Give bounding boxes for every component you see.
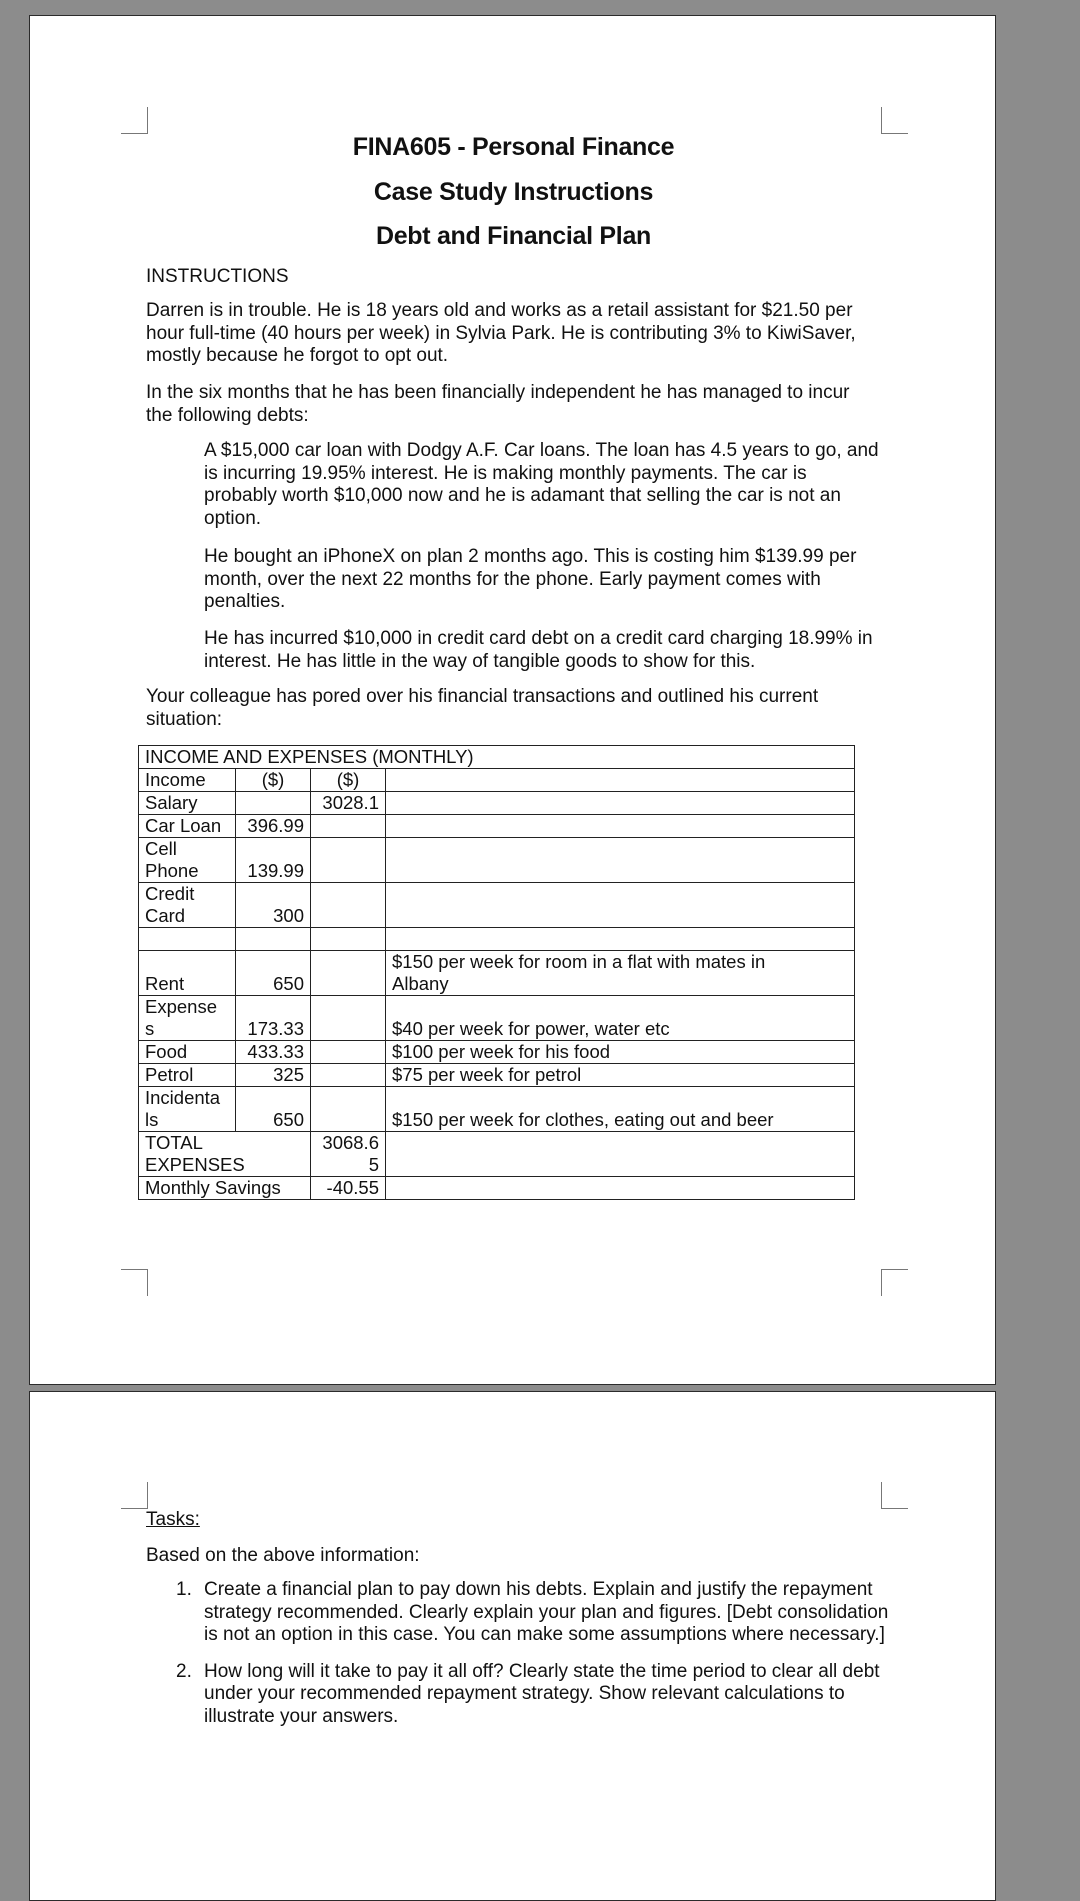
page-corner-mark <box>881 107 908 134</box>
car-loan-debt: A $15,000 car loan with Dodgy A.F. Car loans. The loan has 4.5 years to go, and is incurring 19.95% interest. He is making monthly payments. The car is probably worth $10,000 now and he is adamant that selling the car is not an option. <box>204 440 879 529</box>
row-amount: 139.99 <box>236 838 311 883</box>
row-label: Incidenta ls <box>139 1087 236 1132</box>
row-amount: 396.99 <box>236 815 311 838</box>
task-list <box>146 1579 906 1742</box>
task-number: 2. <box>176 1660 192 1682</box>
row-note: $40 per week for power, water etc <box>386 996 855 1041</box>
row-label: Salary <box>139 792 236 815</box>
row-amount: 433.33 <box>236 1041 311 1064</box>
table-header-row <box>139 769 855 792</box>
row-label: Monthly Savings <box>139 1177 311 1200</box>
row-note: $100 per week for his food <box>386 1041 855 1064</box>
document-page-2 <box>29 1391 996 1901</box>
row-note: $150 per week for room in a flat with mates in Albany <box>386 951 855 996</box>
subtitle: Case Study Instructions <box>373 178 654 206</box>
debts-intro-paragraph: In the six months that he has been financially independent he has managed to incur the following debts: <box>146 382 850 426</box>
income-expenses-table <box>138 745 855 1200</box>
table-row-empty <box>139 928 855 951</box>
situation-paragraph: Your colleague has pored over his financial transactions and outlined his current situation: <box>146 686 819 730</box>
row-label: Rent <box>139 951 236 996</box>
income-header: Income <box>139 769 236 792</box>
row-label: Car Loan <box>139 815 236 838</box>
document-page-1 <box>29 15 996 1385</box>
row-label: Petrol <box>139 1064 236 1087</box>
list-item <box>146 1661 906 1729</box>
page-corner-mark <box>121 1269 148 1296</box>
row-amount: 650 <box>236 951 311 996</box>
tasks-heading: Tasks: <box>146 1509 200 1530</box>
table-row <box>139 838 855 883</box>
intro-paragraph: Darren is in trouble. He is 18 years old and works as a retail assistant for $21.50 per hour full-time (40 hours per week) in Sylvia Park. He is contributing 3% to KiwiSaver, mostly because he forgot to opt out. <box>146 300 856 366</box>
row-amount: 3028.1 <box>311 792 386 815</box>
row-note: $75 per week for petrol <box>386 1064 855 1087</box>
table-row-savings <box>139 1177 855 1200</box>
table-row <box>139 1064 855 1087</box>
credit-card-debt: He has incurred $10,000 in credit card debt on a credit card charging 18.99% in interest. He has little in the way of tangible goods to show for this. <box>204 628 873 672</box>
amount-header: ($) <box>311 769 386 792</box>
tasks-intro: Based on the above information: <box>146 1545 420 1566</box>
row-label: Credit Card <box>139 883 236 928</box>
instructions-heading: INSTRUCTIONS <box>146 266 289 287</box>
table-row <box>139 1041 855 1064</box>
task-text: How long will it take to pay it all off? Clearly state the time period to clear all debt under your recommended repayment strategy. Show relevant calculations to illustrate your answers. <box>204 1660 880 1727</box>
row-label: Food <box>139 1041 236 1064</box>
row-amount: 300 <box>236 883 311 928</box>
row-amount: 173.33 <box>236 996 311 1041</box>
table-row <box>139 792 855 815</box>
page-corner-mark <box>881 1482 908 1509</box>
table-row <box>139 996 855 1041</box>
topic-title: Debt and Financial Plan <box>375 222 652 250</box>
page-corner-mark <box>881 1269 908 1296</box>
table-row-total <box>139 1132 855 1177</box>
amount-header: ($) <box>236 769 311 792</box>
page-corner-mark <box>121 1482 148 1509</box>
phone-plan-debt: He bought an iPhoneX on plan 2 months ago. This is costing him $139.99 per month, over the next 22 months for the phone. Early payment comes with penalties. <box>204 546 857 612</box>
table-title-row <box>139 746 855 769</box>
row-amount: 650 <box>236 1087 311 1132</box>
task-text: Create a financial plan to pay down his debts. Explain and justify the repayment strategy recommended. Clearly explain your plan and figures. [Debt consolidation is not an option in this case. You can make some assumptions where necessary.] <box>204 1579 889 1645</box>
row-label: TOTAL EXPENSES <box>139 1132 311 1177</box>
table-row <box>139 815 855 838</box>
row-amount: 325 <box>236 1064 311 1087</box>
row-label: Expense s <box>139 996 236 1041</box>
task-number: 1. <box>176 1579 192 1600</box>
course-title: FINA605 - Personal Finance <box>352 133 675 161</box>
row-amount: -40.55 <box>311 1177 386 1200</box>
page-corner-mark <box>121 107 148 134</box>
table-row <box>139 1087 855 1132</box>
list-item <box>146 1579 906 1647</box>
table-title: INCOME AND EXPENSES (MONTHLY) <box>139 746 855 769</box>
table-row <box>139 951 855 996</box>
table-row <box>139 883 855 928</box>
row-amount: 3068.6 5 <box>311 1132 386 1177</box>
row-note: $150 per week for clothes, eating out and beer <box>386 1087 855 1132</box>
row-label: Cell Phone <box>139 838 236 883</box>
